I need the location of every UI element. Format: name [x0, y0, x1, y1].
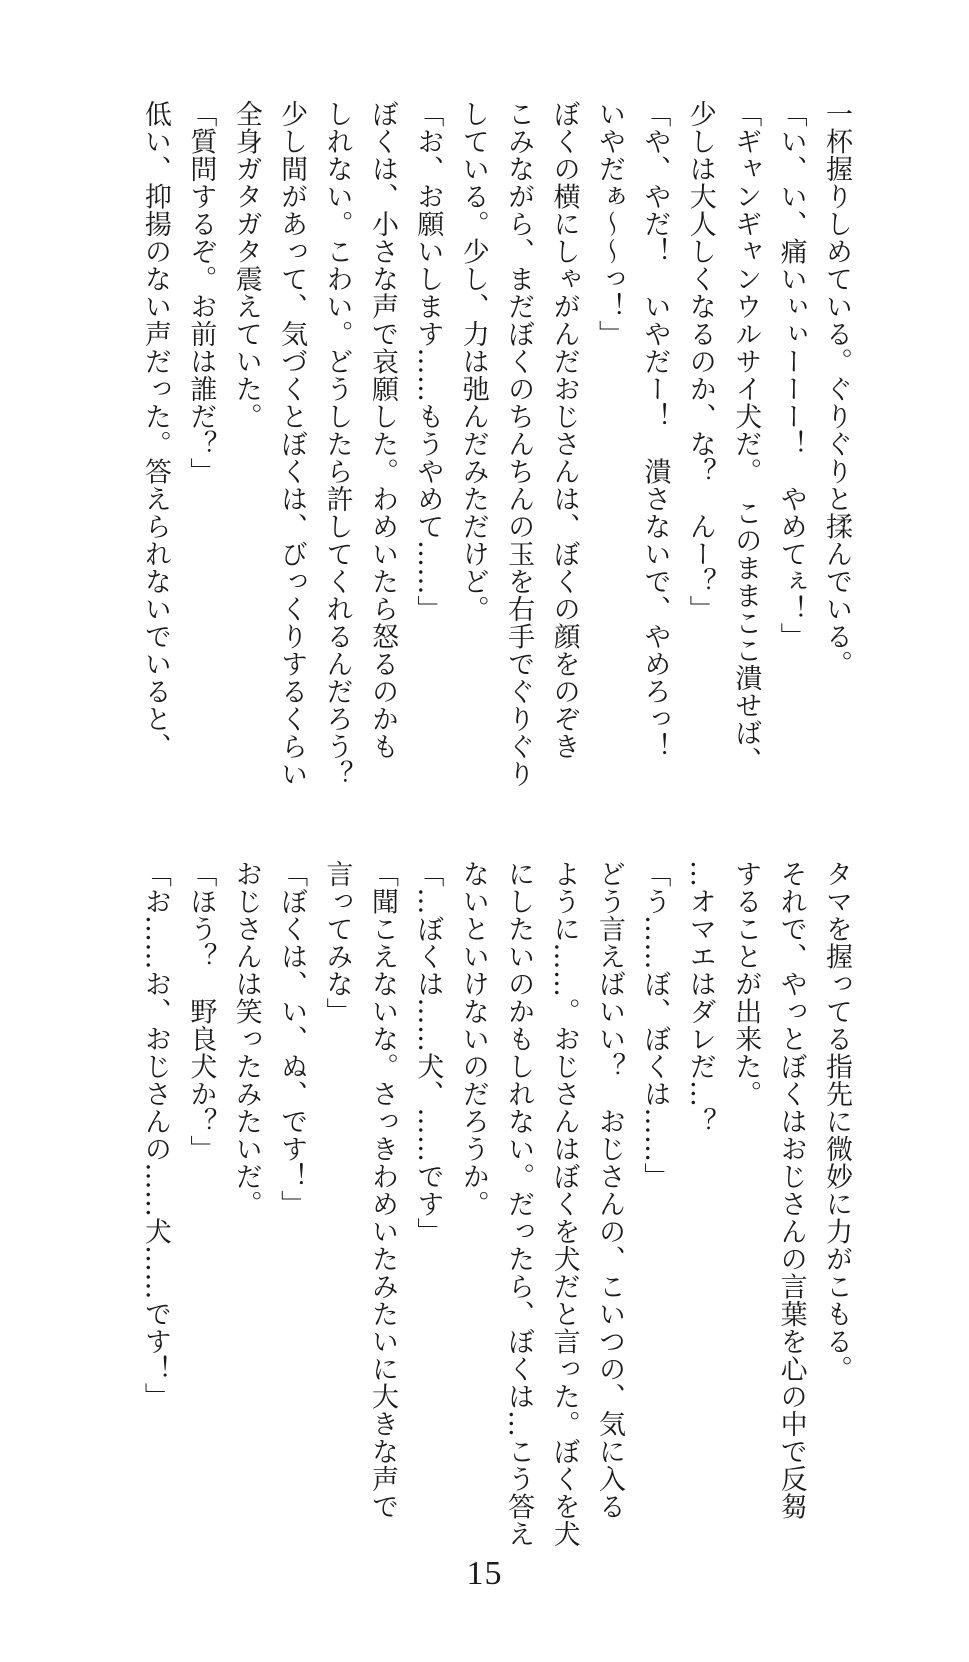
text-line: どう言えばいい？ おじさんの、こいつの、気に入る [593, 860, 625, 1520]
text-line: ように……。おじさんはぼくを犬だと言った。ぼくを犬 [548, 860, 580, 1548]
text-line: タマを握ってる指先に微妙に力がこもる。 [821, 860, 852, 1383]
text-line: 「お、お願いします……もうやめて……」 [412, 100, 444, 623]
page-number: 15 [466, 1555, 503, 1592]
text-line: 「聞こえないな。さっきわめいたみたいに大きな声で [366, 860, 398, 1520]
text-line: 「…ぼくは……犬、……です」 [412, 860, 444, 1245]
text-line: 少し間があって、気づくとぼくは、びっくりするくらい [276, 100, 308, 788]
text-line: しれない。こわい。どうしたら許してくれるんだろう？ [321, 100, 353, 788]
text-line: 言ってみな」 [321, 860, 353, 1025]
text-line: こみながら、まだぼくのちんちんの玉を右手でぐりぐり [503, 100, 535, 788]
text-line: 「や、やだ！ いやだー！ 潰さないで、やめろっ！ [639, 100, 671, 760]
text-line: 「質問するぞ。お前は誰だ？」 [185, 100, 217, 485]
text-line: 「ぼくは、い、ぬ、です！」 [276, 860, 308, 1218]
text-line: それで、やっとぼくはおじさんの言葉を心の中で反芻 [775, 860, 807, 1520]
text-block-bottom [133, 860, 860, 1550]
text-line: 一杯握りしめている。ぐりぐりと揉んでいる。 [821, 100, 852, 678]
text-line: おじさんは笑ったみたいだ。 [230, 860, 262, 1218]
text-line: ないといけないのだろうか。 [457, 860, 489, 1218]
text-line: にしたいのかもしれない。だったら、ぼくは…こう答え [503, 860, 535, 1548]
text-line: 低い、抑揚のない声だった。答えられないでいると、 [139, 100, 171, 760]
text-line: ぼくの横にしゃがんだおじさんは、ぼくの顔をのぞき [548, 100, 580, 760]
text-line: 「う……ぼ、ぼくは……」 [639, 860, 671, 1190]
text-line: …オマエはダレだ…？ [684, 860, 716, 1135]
text-line: 「ギャンギャンウルサイ犬だ。 このままここ潰せば、 [730, 100, 762, 774]
text-block-top [133, 100, 860, 800]
text-line: することが出来た。 [730, 860, 762, 1108]
text-line: 「い、い、痛いぃぃーーー！ やめてぇ！」 [775, 100, 807, 650]
text-line: いやだぁ〜〜っ！」 [593, 100, 625, 348]
text-line: ぼくは、小さな声で哀願した。わめいたら怒るのかも [366, 100, 398, 760]
text-line: 「ほう？ 野良犬か？」 [185, 860, 217, 1163]
text-line: 少しは大人しくなるのか、な？ んー？」 [684, 100, 716, 623]
text-line: 全身ガタガタ震えていた。 [230, 100, 262, 430]
text-line: 「お……お、おじさんの……犬……です！」 [139, 860, 171, 1410]
text-line: している。少し、力は弛んだみただけど。 [457, 100, 489, 623]
